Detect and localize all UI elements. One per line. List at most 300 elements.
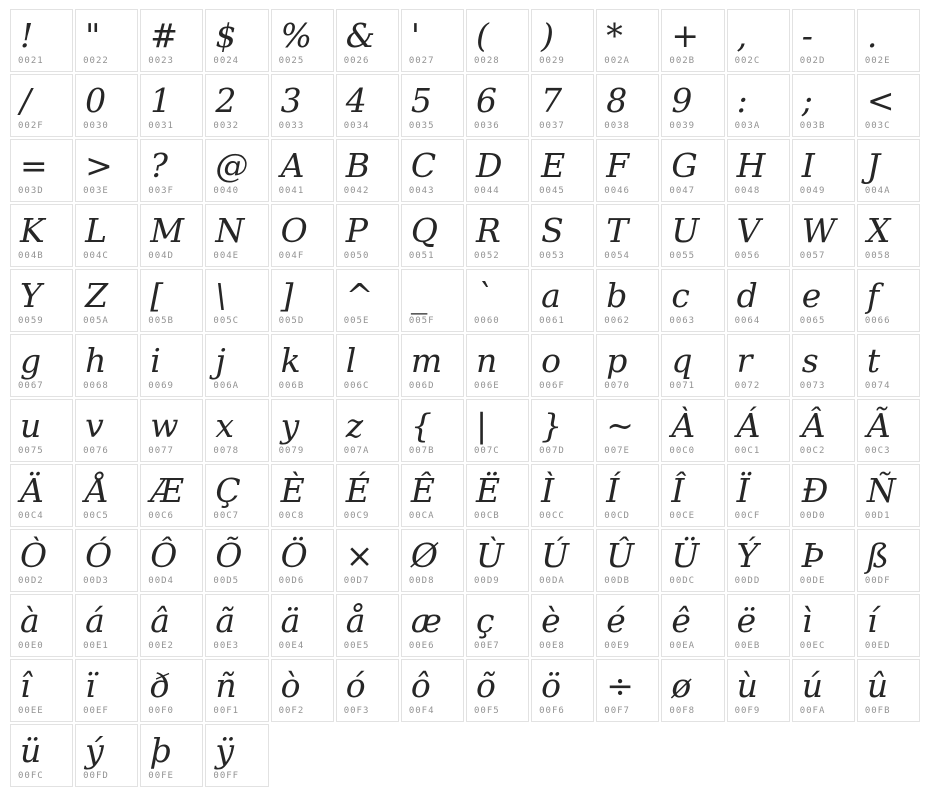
glyph: Ö xyxy=(280,536,308,575)
codepoint-label: 006A xyxy=(213,381,240,391)
glyph: ` xyxy=(475,276,493,315)
codepoint-label: 0044 xyxy=(473,186,500,196)
glyph: Ê xyxy=(410,471,435,510)
glyph: ? xyxy=(150,146,168,185)
glyph-cell xyxy=(336,204,399,267)
glyph: & xyxy=(345,16,376,55)
codepoint-label: 0049 xyxy=(799,186,826,196)
glyph-cell xyxy=(75,399,138,462)
glyph-cell xyxy=(596,399,659,462)
codepoint-label: 0035 xyxy=(408,121,435,131)
codepoint-label: 0028 xyxy=(473,56,500,66)
glyph: é xyxy=(606,601,626,640)
codepoint-label: 005D xyxy=(278,316,305,326)
codepoint-label: 00DA xyxy=(539,576,565,586)
glyph-cell xyxy=(661,204,724,267)
codepoint-label: 0055 xyxy=(669,251,696,261)
glyph: ê xyxy=(671,601,691,640)
glyph: ] xyxy=(280,276,294,315)
glyph-cell xyxy=(271,74,334,137)
glyph-cell xyxy=(271,334,334,397)
glyph-cell xyxy=(205,724,268,787)
glyph: ï xyxy=(85,666,96,705)
glyph-cell xyxy=(857,334,920,397)
glyph: Ý xyxy=(736,536,759,575)
glyph: ò xyxy=(280,666,301,705)
glyph: \ xyxy=(215,276,227,315)
glyph-cell xyxy=(271,204,334,267)
codepoint-label: 00E8 xyxy=(539,641,565,651)
glyph: > xyxy=(85,146,113,185)
glyph-cell xyxy=(857,529,920,592)
glyph-cell xyxy=(75,464,138,527)
glyph-cell xyxy=(140,269,203,332)
glyph-cell xyxy=(205,74,268,137)
glyph-cell xyxy=(10,399,73,462)
glyph: û xyxy=(866,666,889,705)
codepoint-label: 00E9 xyxy=(604,641,630,651)
glyph-cell xyxy=(531,399,594,462)
glyph-cell xyxy=(727,529,790,592)
glyph: p xyxy=(606,341,628,380)
glyph: < xyxy=(866,81,895,120)
glyph-cell xyxy=(857,399,920,462)
glyph-cell xyxy=(205,464,268,527)
codepoint-label: 00C8 xyxy=(278,511,305,521)
glyph-grid xyxy=(10,9,920,787)
codepoint-label: 00D5 xyxy=(213,576,240,586)
glyph: K xyxy=(20,211,45,250)
glyph-cell xyxy=(271,399,334,462)
glyph-cell xyxy=(205,399,268,462)
codepoint-label: 00E7 xyxy=(473,641,500,651)
glyph: - xyxy=(801,16,813,55)
glyph-cell xyxy=(336,9,399,72)
glyph: 2 xyxy=(215,81,237,120)
glyph-cell xyxy=(596,9,659,72)
codepoint-label: 00E3 xyxy=(213,641,240,651)
glyph: q xyxy=(671,341,693,380)
glyph: Ì xyxy=(541,471,555,510)
glyph-cell xyxy=(140,139,203,202)
glyph: ) xyxy=(541,16,555,55)
glyph-cell xyxy=(857,74,920,137)
codepoint-label: 00E0 xyxy=(18,641,44,651)
codepoint-label: 0024 xyxy=(213,56,240,66)
glyph: 0 xyxy=(85,81,107,120)
glyph-cell xyxy=(792,9,855,72)
glyph: ì xyxy=(801,601,813,640)
glyph: Þ xyxy=(801,536,825,575)
codepoint-label: 004E xyxy=(213,251,240,261)
glyph-cell xyxy=(271,269,334,332)
glyph: V xyxy=(736,211,761,250)
glyph-cell xyxy=(205,204,268,267)
glyph-cell xyxy=(596,529,659,592)
glyph-cell xyxy=(10,74,73,137)
glyph-cell xyxy=(531,74,594,137)
codepoint-label: 00CC xyxy=(539,511,565,521)
codepoint-label: 00CD xyxy=(604,511,630,521)
glyph: â xyxy=(150,601,170,640)
glyph-cell xyxy=(466,464,529,527)
glyph-cell xyxy=(792,529,855,592)
glyph-cell xyxy=(271,594,334,657)
glyph-cell xyxy=(727,9,790,72)
glyph: Û xyxy=(606,536,635,575)
glyph-cell xyxy=(661,269,724,332)
codepoint-label: 003C xyxy=(864,121,891,131)
glyph: l xyxy=(345,341,357,380)
glyph: E xyxy=(541,146,566,185)
glyph-cell xyxy=(466,139,529,202)
codepoint-label: 00D9 xyxy=(473,576,500,586)
codepoint-label: 006D xyxy=(408,381,435,391)
codepoint-label: 00C5 xyxy=(83,511,109,521)
glyph-cell xyxy=(596,334,659,397)
glyph-cell xyxy=(727,269,790,332)
glyph: 7 xyxy=(541,81,563,120)
glyph: ÿ xyxy=(215,731,235,770)
glyph: ú xyxy=(801,666,823,705)
codepoint-label: 0060 xyxy=(473,316,500,326)
glyph-cell xyxy=(661,659,724,722)
codepoint-label: 00D2 xyxy=(18,576,44,586)
codepoint-label: 0059 xyxy=(18,316,44,326)
glyph-cell xyxy=(10,659,73,722)
glyph-cell xyxy=(727,204,790,267)
glyph-cell xyxy=(727,334,790,397)
codepoint-label: 0067 xyxy=(18,381,44,391)
codepoint-label: 00CB xyxy=(473,511,500,521)
codepoint-label: 00CA xyxy=(408,511,435,521)
glyph-cell xyxy=(336,269,399,332)
glyph: 3 xyxy=(280,81,302,120)
codepoint-label: 0073 xyxy=(799,381,826,391)
glyph: e xyxy=(801,276,822,315)
codepoint-label: 00CF xyxy=(734,511,761,521)
glyph-cell xyxy=(727,594,790,657)
glyph: Ô xyxy=(150,536,178,575)
codepoint-label: 003B xyxy=(799,121,826,131)
glyph: Q xyxy=(410,211,438,250)
codepoint-label: 00FC xyxy=(18,771,44,781)
glyph: 9 xyxy=(671,81,693,120)
codepoint-label: 006C xyxy=(343,381,370,391)
glyph-cell xyxy=(205,529,268,592)
glyph: ð xyxy=(150,666,171,705)
codepoint-label: 00D6 xyxy=(278,576,305,586)
codepoint-label: 003E xyxy=(83,186,109,196)
codepoint-label: 006B xyxy=(278,381,305,391)
codepoint-label: 00D7 xyxy=(343,576,370,586)
glyph-cell xyxy=(140,594,203,657)
glyph: × xyxy=(345,536,374,575)
glyph: W xyxy=(801,211,836,250)
codepoint-label: 00EA xyxy=(669,641,696,651)
glyph: J xyxy=(866,146,881,185)
glyph: 8 xyxy=(606,81,628,120)
glyph-cell xyxy=(596,464,659,527)
glyph-cell xyxy=(531,334,594,397)
codepoint-label: 0033 xyxy=(278,121,305,131)
glyph-cell xyxy=(401,594,464,657)
glyph-cell xyxy=(140,464,203,527)
codepoint-label: 0066 xyxy=(864,316,891,326)
glyph: ~ xyxy=(606,406,634,445)
glyph: ë xyxy=(736,601,757,640)
glyph-cell xyxy=(75,139,138,202)
glyph-cell xyxy=(401,139,464,202)
glyph: ç xyxy=(475,601,495,640)
glyph-cell xyxy=(336,659,399,722)
glyph: Î xyxy=(671,471,685,510)
codepoint-label: 0074 xyxy=(864,381,891,391)
glyph: Õ xyxy=(215,536,243,575)
glyph-cell xyxy=(466,269,529,332)
glyph: X xyxy=(866,211,891,250)
codepoint-label: 007A xyxy=(343,446,370,456)
codepoint-label: 00ED xyxy=(864,641,891,651)
glyph: A xyxy=(280,146,305,185)
glyph-cell xyxy=(271,659,334,722)
glyph: ã xyxy=(215,601,236,640)
codepoint-label: 00F9 xyxy=(734,706,761,716)
codepoint-label: 00D8 xyxy=(408,576,435,586)
glyph-cell xyxy=(75,74,138,137)
codepoint-label: 00DB xyxy=(604,576,630,586)
glyph-cell xyxy=(75,269,138,332)
glyph: d xyxy=(736,276,758,315)
glyph: H xyxy=(736,146,766,185)
codepoint-label: 00C7 xyxy=(213,511,240,521)
glyph-cell xyxy=(10,724,73,787)
glyph-cell xyxy=(857,659,920,722)
codepoint-label: 005A xyxy=(83,316,109,326)
codepoint-label: 0025 xyxy=(278,56,305,66)
glyph-cell xyxy=(336,594,399,657)
glyph-cell xyxy=(661,399,724,462)
glyph-cell xyxy=(140,529,203,592)
glyph: À xyxy=(671,406,696,445)
glyph-cell xyxy=(531,529,594,592)
glyph: Ú xyxy=(541,536,569,575)
codepoint-label: 00E5 xyxy=(343,641,370,651)
glyph-cell xyxy=(10,204,73,267)
glyph: ' xyxy=(410,16,420,55)
glyph-cell xyxy=(661,139,724,202)
codepoint-label: 0023 xyxy=(148,56,174,66)
glyph: Â xyxy=(801,406,826,445)
codepoint-label: 0051 xyxy=(408,251,435,261)
glyph: ( xyxy=(475,16,489,55)
glyph-cell xyxy=(10,464,73,527)
glyph: å xyxy=(345,601,366,640)
codepoint-label: 00C2 xyxy=(799,446,826,456)
glyph: c xyxy=(671,276,690,315)
glyph-cell xyxy=(466,204,529,267)
codepoint-label: 007E xyxy=(604,446,630,456)
glyph-cell xyxy=(466,594,529,657)
codepoint-label: 00EF xyxy=(83,706,109,716)
glyph-cell xyxy=(205,594,268,657)
codepoint-label: 00F2 xyxy=(278,706,305,716)
glyph: a xyxy=(541,276,561,315)
codepoint-label: 00D3 xyxy=(83,576,109,586)
glyph: @ xyxy=(215,146,249,185)
codepoint-label: 00EE xyxy=(18,706,44,716)
glyph-cell xyxy=(401,74,464,137)
glyph-cell xyxy=(792,74,855,137)
glyph: Ü xyxy=(671,536,700,575)
glyph-cell xyxy=(792,399,855,462)
glyph: Ë xyxy=(475,471,501,510)
codepoint-label: 0046 xyxy=(604,186,630,196)
glyph: C xyxy=(410,146,437,185)
codepoint-label: 0071 xyxy=(669,381,696,391)
glyph: Ç xyxy=(215,471,241,510)
codepoint-label: 004F xyxy=(278,251,305,261)
codepoint-label: 00F1 xyxy=(213,706,240,716)
codepoint-label: 0078 xyxy=(213,446,240,456)
glyph: t xyxy=(866,341,881,380)
codepoint-label: 0072 xyxy=(734,381,761,391)
codepoint-label: 00DC xyxy=(669,576,696,586)
codepoint-label: 005C xyxy=(213,316,240,326)
glyph: È xyxy=(280,471,305,510)
glyph-cell xyxy=(75,594,138,657)
glyph: _ xyxy=(410,276,428,315)
codepoint-label: 0054 xyxy=(604,251,630,261)
codepoint-label: 00FB xyxy=(864,706,891,716)
codepoint-label: 0065 xyxy=(799,316,826,326)
glyph-cell xyxy=(466,334,529,397)
glyph: } xyxy=(541,406,563,445)
glyph: Y xyxy=(20,276,42,315)
glyph-cell xyxy=(792,659,855,722)
glyph-cell xyxy=(10,9,73,72)
glyph-cell xyxy=(140,399,203,462)
glyph: Ø xyxy=(410,536,438,575)
codepoint-label: 0032 xyxy=(213,121,240,131)
glyph-cell xyxy=(857,594,920,657)
codepoint-label: 0076 xyxy=(83,446,109,456)
glyph-cell xyxy=(531,659,594,722)
glyph: ! xyxy=(20,16,34,55)
glyph: " xyxy=(85,16,101,55)
codepoint-label: 00FE xyxy=(148,771,174,781)
glyph: x xyxy=(215,406,235,445)
glyph: É xyxy=(345,471,370,510)
glyph: Ñ xyxy=(866,471,896,510)
glyph-cell xyxy=(727,74,790,137)
glyph-cell xyxy=(10,139,73,202)
codepoint-label: 002F xyxy=(18,121,44,131)
codepoint-label: 0053 xyxy=(539,251,565,261)
glyph-cell xyxy=(401,204,464,267)
glyph-cell xyxy=(466,659,529,722)
glyph-cell xyxy=(857,139,920,202)
codepoint-label: 0030 xyxy=(83,121,109,131)
codepoint-label: 0077 xyxy=(148,446,174,456)
glyph-cell xyxy=(401,399,464,462)
codepoint-label: 00E6 xyxy=(408,641,435,651)
glyph: ù xyxy=(736,666,758,705)
glyph-cell xyxy=(336,74,399,137)
glyph: , xyxy=(736,16,748,55)
glyph: B xyxy=(345,146,370,185)
glyph: f xyxy=(866,276,880,315)
glyph: L xyxy=(85,211,108,250)
glyph-cell xyxy=(336,399,399,462)
glyph-cell xyxy=(205,9,268,72)
codepoint-label: 00D1 xyxy=(864,511,891,521)
glyph-cell xyxy=(271,464,334,527)
codepoint-label: 00C9 xyxy=(343,511,370,521)
codepoint-label: 0038 xyxy=(604,121,630,131)
codepoint-label: 0029 xyxy=(539,56,565,66)
codepoint-label: 004B xyxy=(18,251,44,261)
glyph-cell xyxy=(531,139,594,202)
glyph: ý xyxy=(85,731,104,770)
codepoint-label: 00FA xyxy=(799,706,826,716)
glyph-cell xyxy=(140,659,203,722)
glyph-cell xyxy=(661,594,724,657)
glyph: R xyxy=(475,211,501,250)
glyph-cell xyxy=(401,9,464,72)
glyph: G xyxy=(671,146,698,185)
glyph-cell xyxy=(140,9,203,72)
glyph-cell xyxy=(531,9,594,72)
codepoint-label: 0043 xyxy=(408,186,435,196)
glyph: r xyxy=(736,341,753,380)
codepoint-label: 00F5 xyxy=(473,706,500,716)
glyph: s xyxy=(801,341,819,380)
codepoint-label: 0042 xyxy=(343,186,370,196)
codepoint-label: 00C4 xyxy=(18,511,44,521)
glyph: $ xyxy=(215,16,237,55)
glyph: o xyxy=(541,341,562,380)
glyph: = xyxy=(20,146,48,185)
codepoint-label: 0069 xyxy=(148,381,174,391)
codepoint-label: 0062 xyxy=(604,316,630,326)
glyph-cell xyxy=(596,74,659,137)
codepoint-label: 0026 xyxy=(343,56,370,66)
glyph: k xyxy=(280,341,301,380)
glyph: m xyxy=(410,341,443,380)
glyph-cell xyxy=(661,529,724,592)
codepoint-label: 0034 xyxy=(343,121,370,131)
glyph-cell xyxy=(205,139,268,202)
codepoint-label: 00D0 xyxy=(799,511,826,521)
glyph-cell xyxy=(857,204,920,267)
codepoint-label: 005F xyxy=(408,316,435,326)
codepoint-label: 00F4 xyxy=(408,706,435,716)
glyph-cell xyxy=(596,659,659,722)
glyph-cell xyxy=(727,659,790,722)
glyph-cell xyxy=(531,204,594,267)
codepoint-label: 002A xyxy=(604,56,630,66)
codepoint-label: 0037 xyxy=(539,121,565,131)
glyph: g xyxy=(20,341,42,380)
glyph-cell xyxy=(727,399,790,462)
codepoint-label: 0045 xyxy=(539,186,565,196)
glyph-cell xyxy=(466,529,529,592)
glyph: ö xyxy=(541,666,562,705)
glyph: O xyxy=(280,211,308,250)
codepoint-label: 00F3 xyxy=(343,706,370,716)
glyph: | xyxy=(475,406,488,445)
